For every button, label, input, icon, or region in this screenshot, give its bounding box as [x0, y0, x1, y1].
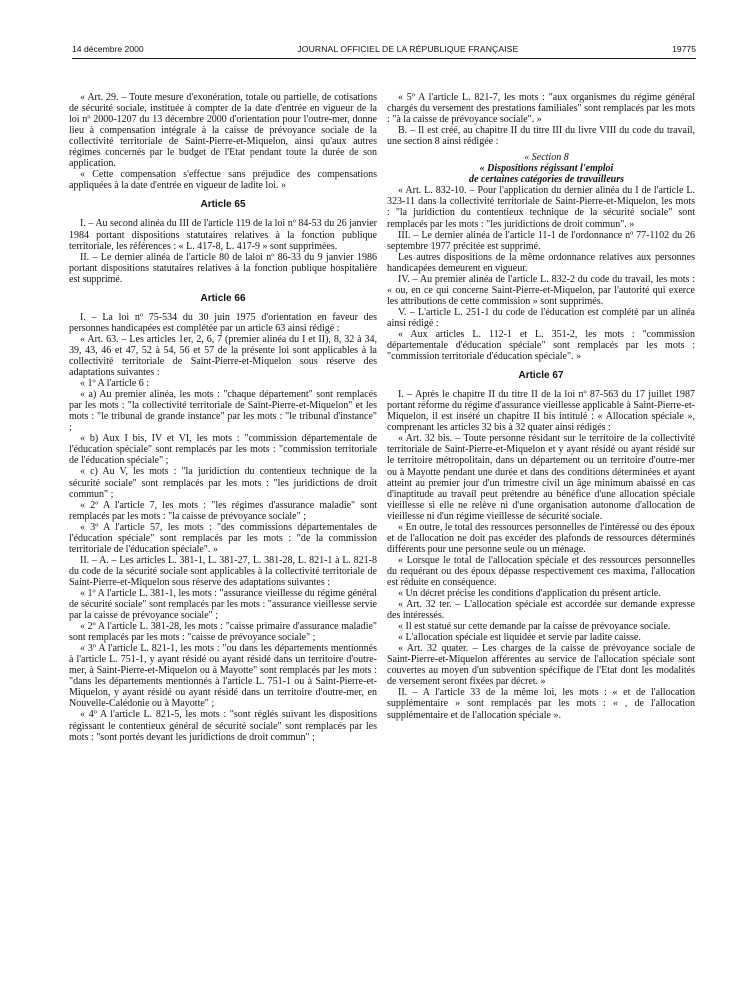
- header-rule: [72, 58, 696, 59]
- section-label: « Section 8: [524, 152, 569, 164]
- paragraph: « En outre, le total des ressources personnelles de l'intéressé ou des époux et de l'allocation ne doit pas excéder des plafonds de ressources déterminés différents pour une personne seule ou un ménage.: [387, 521, 695, 555]
- paragraph: I. – Après le chapitre II du titre II de la loi nº 87-563 du 17 juillet 1987 portant réforme du régime d'assurance vieillesse applicable à Saint-Pierre-et-Miquelon, il est inséré un chapitre II bis intitulé : « Allocation spéciale », comprenant les articles 32 bis à 32 quater ainsi rédigés :: [387, 389, 695, 434]
- paragraph: « 3º A l'article 57, les mots : "des commissions départementales de l'éducation spéciale" sont remplacés par les mots : "de la commission territoriale de l'éducation spéciale". »: [69, 521, 377, 555]
- paragraph: III. – Le dernier alinéa de l'article 11-1 de l'ordonnance nº 77-1102 du 26 septembre 1977 précitée est supprimé.: [387, 229, 695, 252]
- paragraph: « Il est statué sur cette demande par la caisse de prévoyance sociale.: [398, 621, 671, 633]
- left-column: [69, 92, 377, 743]
- journal-title: JOURNAL OFFICIEL DE LA RÉPUBLIQUE FRANÇAISE: [297, 44, 519, 54]
- paragraph: « Art. 32 ter. – L'allocation spéciale est accordée sur demande expresse des intéressés.: [387, 599, 695, 622]
- paragraph: II. – A l'article 33 de la même loi, les mots : « et de l'allocation supplémentaire » sont remplacés par les mots : « , de l'allocation supplémentaire et de l'allocation spéciale ».: [387, 687, 695, 721]
- article-heading: Article 65: [200, 199, 246, 211]
- paragraph: « Lorsque le total de l'allocation spéciale et des ressources personnelles du requérant ou des époux dépasse respectivement ces maxima, l'allocation est réduite en conséquence.: [387, 554, 695, 588]
- paragraph: « Un décret précise les conditions d'application du présent article.: [398, 588, 661, 600]
- paragraph: « Aux articles L. 112-1 et L. 351-2, les mots : "commission départementale d'éducation spéciale" sont remplacés par les mots : "commission territoriale d'éducation spéciale". »: [387, 328, 695, 363]
- paragraph: I. – La loi nº 75-534 du 30 juin 1975 d'orientation en faveur des personnes handicapées est complétée par un article 63 ainsi rédigé :: [69, 311, 377, 334]
- paragraph: « L'allocation spéciale est liquidée et servie par ladite caisse.: [398, 632, 641, 644]
- paragraph: V. – L'article L. 251-1 du code de l'éducation est complété par un alinéa ainsi rédigé :: [387, 306, 695, 329]
- paragraph: B. – Il est créé, au chapitre II du titre III du livre VIII du code du travail, une section 8 ainsi rédigée :: [387, 125, 695, 148]
- paragraph: « b) Aux I bis, IV et VI, les mots : "commission départementale de l'éducation spéciale" sont remplacés par les mots : "commission territoriale de l'éducation spéciale" ;: [69, 433, 377, 467]
- paragraph: « a) Au premier alinéa, les mots : "chaque département" sont remplacés par les mots : "la collectivité territoriale de Saint-Pierre-et-Miquelon" et les mots : "le tribunal de grande instance" par les mots : "le tribunal d'instance" ;: [69, 389, 377, 434]
- paragraph: I. – Au second alinéa du III de l'article 119 de la loi nº 84-53 du 26 janvier 1984 portant dispositions statutaires relatives à la fonction publique territoriale, les références : « L. 417-8, L. 417-9 » sont supprimées.: [69, 218, 377, 252]
- paragraph: « 1º A l'article 6 :: [80, 378, 150, 390]
- paragraph: « Art. 63. – Les articles 1er, 2, 6, 7 (premier alinéa du I et II), 8, 32 à 34, 39, 43, 46 et 47, 52 à 54, 56 et 57 de la présente loi sont applicables à la collectivité territoriale de Saint-Pierre-et-Miquelon sous réserve des adaptations suivantes :: [69, 333, 377, 379]
- paragraph: « 3º A l'article L. 821-1, les mots : "ou dans les départements mentionnés à l'article L. 751-1, y ayant résidé ou ayant résidé dans un territoire d'outre-mer, à Saint-Pierre-et-Miquelon ou à Mayotte" sont remplacés par les mots : "dans les départements mentionnés à l'article L. 751-1 ou à Saint-Pierre-et-Miquelon, y ayant résidé ou ayant résidé dans un territoire d'outre-mer, en Nouvelle-Calédonie ou à Mayotte" ;: [69, 643, 377, 710]
- page-number: 19775: [672, 44, 696, 54]
- paragraph: « 2º A l'article 7, les mots : "les régimes d'assurance maladie" sont remplacés par les mots : "la caisse de prévoyance sociale" ;: [69, 499, 377, 522]
- paragraph: « Art. 32 quater. – Les charges de la caisse de prévoyance sociale de Saint-Pierre-et-Miquelon afférentes au service de l'allocation spéciale sont couvertes au moyen d'un subvention spécifique de l'Etat dont les modalités de versement seront fixées par décret. »: [387, 643, 695, 688]
- header-date: 14 décembre 2000: [72, 44, 144, 54]
- paragraph: Les autres dispositions de la même ordonnance relatives aux personnes handicapées demeurent en vigueur.: [387, 251, 695, 274]
- section-title-line-2: de certaines catégories de travailleurs: [469, 174, 624, 186]
- article-heading: Article 66: [200, 292, 246, 304]
- right-column: [387, 92, 695, 721]
- section-title-line-1: « Dispositions régissant l'emploi: [479, 163, 614, 175]
- paragraph: II. – Le dernier alinéa de l'article 80 de laloi nº 86-33 du 9 janvier 1986 portant dispositions statutaires relatives à la fonction publique hospitalière est supprimé.: [69, 251, 377, 285]
- paragraph: « 2º A l'article L. 381-28, les mots : "caisse primaire d'assurance maladie" sont remplacés par les mots : "caisse de prévoyance sociale" ;: [69, 621, 377, 644]
- article-heading: Article 67: [518, 370, 564, 382]
- paragraph: « Cette compensation s'effectue sans préjudice des compensations appliquées à la date d'entrée en vigueur de ladite loi. »: [69, 169, 377, 192]
- paragraph: « 5º A l'article L. 821-7, les mots : "aux organismes du régime général chargés du versement des prestations familiales" sont remplacés par les mots : "à la caisse de prévoyance sociale". »: [387, 92, 695, 126]
- paragraph: « 4º A l'article L. 821-5, les mots : "sont réglés suivant les dispositions régissant le contentieux général de sécurité sociale" sont remplacés par les mots : "sont portés devant les juridictions de droit commun" ;: [69, 709, 377, 743]
- page-header: [72, 42, 696, 56]
- paragraph: « Art. L. 832-10. – Pour l'application du dernier alinéa du I de l'article L. 323-11 dans la collectivité territoriale de Saint-Pierre-et-Miquelon, les mots : "la juridiction du contentieux technique de la sécurité sociale" sont remplacés par les mots : "les juridictions de droit commun". »: [387, 185, 695, 230]
- paragraph: « 1º A l'article L. 381-1, les mots : "assurance vieillesse du régime général de sécurité sociale" sont remplacés par les mots : "assurance vieillesse servie par la caisse de prévoyance sociale" ;: [69, 587, 377, 622]
- paragraph: « Art. 32 bis. – Toute personne résidant sur le territoire de la collectivité territoriale de Saint-Pierre-et-Miquelon et y ayant résidé ou ayant résidé sur le territoire métropolitain, dans un département ou un territoire d'outre-mer ou à Mayotte pendant une durée et dans des conditions déterminées et ayant atteint au premier jour d'un trimestre civil un âge minimum abaissé en cas d'inaptitude au travail peut prétendre au bénéfice d'une allocation spéciale vieillesse si elle ne relève ni d'une organisation autonome d'allocation de vieillesse ni d'un régime vieillesse de sécurité sociale.: [387, 433, 695, 522]
- paragraph: IV. – Au premier alinéa de l'article L. 832-2 du code du travail, les mots : « ou, en ce qui concerne Saint-Pierre-et-Miquelon, par l'autorité qui exerce les attributions de cette commission » sont supprimés.: [387, 273, 695, 307]
- paragraph: « c) Au V, les mots : "la juridiction du contentieux technique de la sécurité sociale" sont remplacés par les mots : "les juridictions de droit commun" ;: [69, 466, 377, 500]
- paragraph: « Art. 29. – Toute mesure d'exonération, totale ou partielle, de cotisations de sécurité sociale, instituée à compter de la date d'entrée en vigueur de la loi nº 2000-1207 du 13 décembre 2000 d'orientation pour l'outre-mer, donne lieu à compensation intégrale à la caisse de prévoyance sociale de la collectivité territoriale de Saint-Pierre-et-Miquelon, ainsi qu'aux autres régimes concernés par le budget de l'Etat pendant toute la durée de son application.: [69, 92, 377, 170]
- paragraph: II. – A. – Les articles L. 381-1, L. 381-27, L. 381-28, L. 821-1 à L. 821-8 du code de la sécurité sociale sont applicables à la collectivité territoriale de Saint-Pierre-et-Miquelon sous réserve des adaptations suivantes :: [69, 554, 377, 588]
